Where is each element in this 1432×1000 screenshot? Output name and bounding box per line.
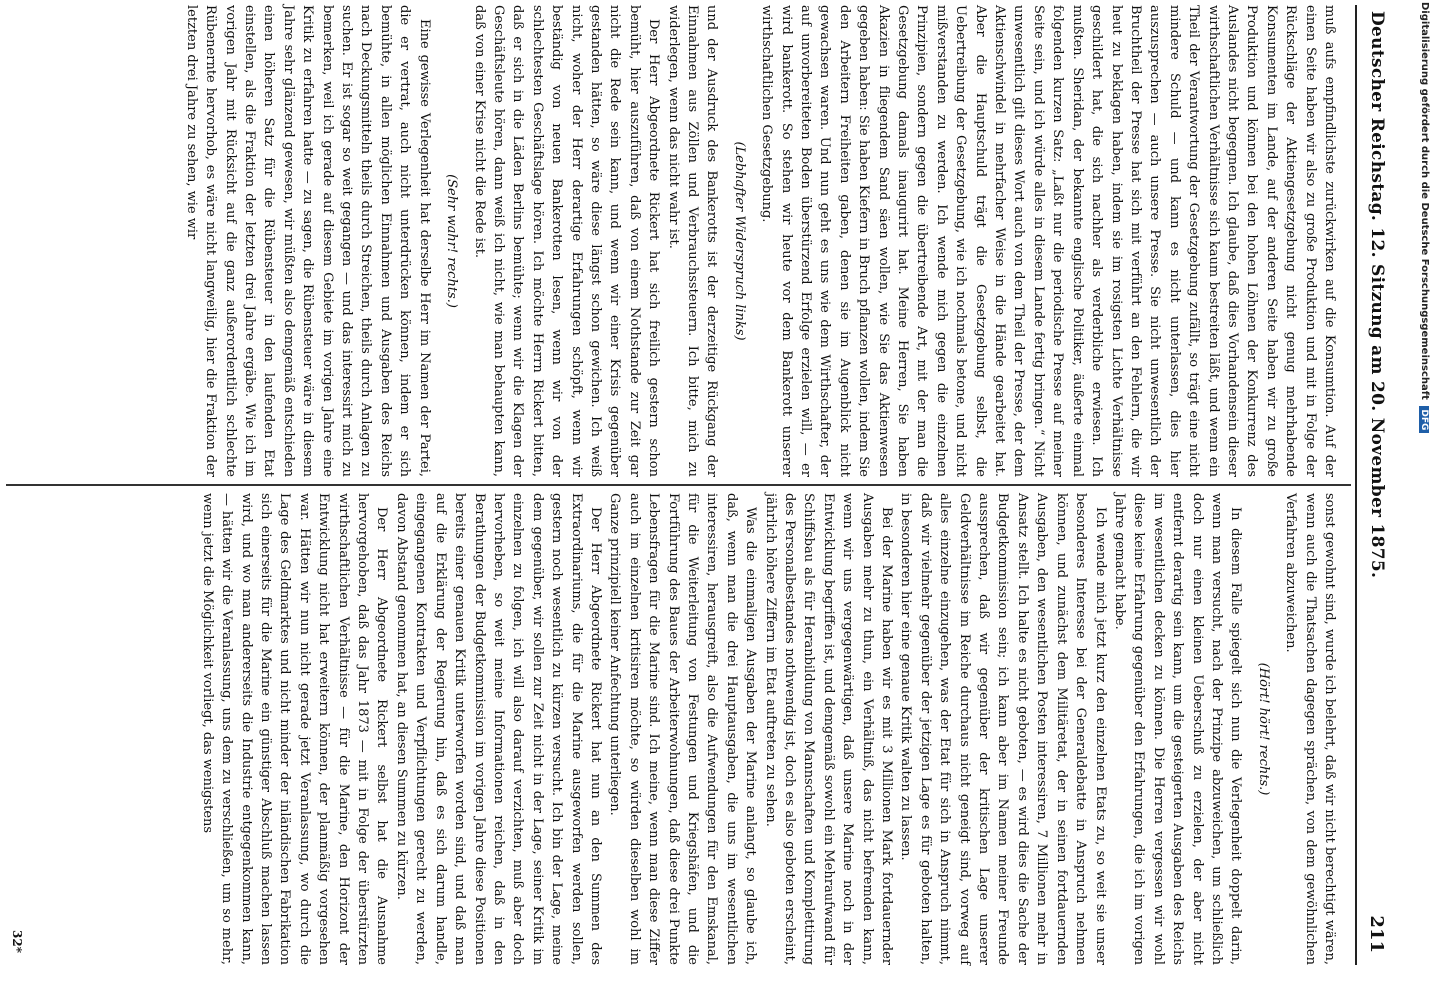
paragraph: Der Herr Abgeordnete Rickert hat nun an den Summen des Extraordinariums, die für die Marine ausgeworfen werden sollen, gestern noch wesentlich zu kürzen versucht. Ich bin der Lage, meine dem gegenüber, wir sollen zur Zeit nicht in der Lage, seiner Kritik im einzelnen zu folgen, ich will also darauf verzichten, muß aber doch hervorheben, so weit meine Informationen reichen, daß in den Berathungen der Budgetkommission im vorigen Jahre diese Positionen bereits einer genauen Kritik unterworfen worden sind, und daß man auf die Erklärung der Regierung hin, daß es sich darum handle, eingegangenen Kontrakten und Verpflichtungen gerecht zu werden, davon Abstand genommen hat, an diesen Summen zu kürzen.: [393, 493, 603, 965]
paragraph: In diesem Falle spiegelt sich nun die Verlegenheit doppelt darin, wenn man versucht, nach der Prinzipe abzuweichen, um schließlich doch nur einen kleinen Ueberschuß zu erzielen, der aber nicht entfernt derartig sein kann, um die gesteigerten Ausgaben des Reichs im wesentlichen decken zu können. Die Herren vergessen wir wohl diese keine Erfahrung gegenüber den Erfahrungen, die ich im vorigen Jahre gemacht habe.: [1111, 493, 1244, 965]
paragraph: Eine gewisse Verlegenheit hat derselbe Herr im Namen der Partei, die er vertrat, auch nicht unterdrücken können, indem er sich bemühte, in allen möglichen Einnahmen und Ausgaben des Reichs nach Deckungsmitteln theils durch Streichen, theils durch Anlagen zu suchen. Er ist sogar so weit gegangen — und das interessirt mich zu bemerken, weil ich gerade auf diesem Gebiete im vorigen Jahre eine Kritik zu erfahren hatte — zu sagen, die Rübensteuer wäre in diesem Jahre sehr glänzend gewesen, wir müßten also demgemäß entschieden einen höheren Satz für die Rübensteuer in den laufenden Etat einstellen, als die Fraktion der letzten drei Jahre ergäbe. Wie ich im vorigen Jahr mit Rücksicht auf die ganz außerordentlich schlechte Rübenernte hervorhob, es wäre nicht langweilig, hier die Fraktion der letzten drei Jahre zu sehen, wie wir: [183, 5, 432, 477]
left-column: [181, 5, 1339, 477]
page-title: Deutscher Reichstag. 12. Sitzung am 20. November 1875.: [1367, 11, 1387, 579]
digitization-note-text: Digitalisierung gefördert durch die Deutsche Forschungsgemeinschaft: [1419, 2, 1430, 400]
header-rule: [1355, 5, 1357, 965]
page-number: 211: [1366, 915, 1387, 953]
interjection: (Hört! hört! rechts.): [1255, 662, 1271, 796]
interjection: (Sehr wahr! rechts.): [444, 174, 460, 308]
paragraph: Ich wende mich jetzt kurz den einzelnen Etats zu, so weit sie unser besonderes Interesse bei der Generaldebatte in Anspruch nehmen können, und zunächst dem Militäretat, der in seinen fortdauernden Ausgaben, den wesentlichen Posten interessiren, 7 Millionen mehr in Ansatz stellt. Ich halte es nicht geboten, — es wird dies die Sache der Budgetkommission sein; ich kann aber im Namen meiner Freunde aussprechen, daß wir gegenüber der kritischen Lage unserer Geldverhältnisse im Reiche durchaus nicht geneigt sind, vorweg auf alles einzelne einzugehen, was der Etat für sich in Anspruch nimmt, daß wir vielmehr gegenüber der jetzigen Lage es für geboten halten, in besonderen hier eine genaue Kritik walten zu lassen.: [898, 493, 1108, 965]
digitization-note: [1419, 2, 1430, 433]
column-divider: [6, 484, 1351, 486]
paragraph: Der Herr Abgeordnete Rickert selbst hat die Ausnahme hervorgehoben, daß das Jahr 1873 — mit in Folge der überstürzten wirthschaftlichen Verhältnisse — für die Marine, den Horizont der Entwicklung nicht hat erweitern können, der planmäßig vorgesehen war. Hätten wir nun nicht gerade jetzt Veranlassung, wo durch die Lage des Geldmarktes und nicht minder der inländischen Fabrikation sich einerseits für die Marine ein günstiger Abschluß machen lassen wird, und wo man andererseits die Industrie entgegenkommen kann, — hätten wir die Veranlassung, uns dem zu verschließen, um so mehr, wenn jetzt die Möglichkeit vorliegt, das wenigstens: [199, 493, 390, 965]
interjection: (Lebhafter Widerspruch links): [731, 141, 747, 341]
paragraph: Der Herr Abgeordnete Rickert hat sich freilich gestern schon bemüht, hier auszuführen, daß von einem Nothstande zur Zeit gar nicht die Rede sein kann, und wenn wir einer Krisis gegenüber gestanden hätten, so wäre diese längst schon gewichen. Ich weiß nicht, woher der Herr derartige Erfahrungen schöpft, wenn wir beständig von neuen Bankerotten lesen, wenn wir von der schlechtesten Geschäftslage hören. Ich möchte Herrn Rickert bitten, daß er sich in die Läden Berlins bemühte; wenn wir die Klagen der Geschäftsleute hören, dann weiß ich nicht, wie man behaupten kann, daß von einer Krise nicht die Rede ist.: [471, 5, 662, 477]
paragraph: Bei der Marine haben wir es mit 3 Millionen Mark fortdauernder Ausgaben mehr zu thun, ein Verhältniß, das nicht befremden kann, wenn wir uns vergegenwärtigen, daß unsere Marine noch in der Entwicklung begriffen ist, und demgemäß sowohl ein Mehraufwand für Schiffsbau als für Heranbildung von Mannschaften und Komplettirung des Personalbestandes nothwendig ist, doch es also geboten erscheint, jährlich höhere Ziffern im Etat auftreten zu sehen.: [762, 493, 895, 965]
dfg-logo: DFG: [1419, 406, 1429, 433]
page-header: [1361, 5, 1391, 965]
signature-mark: 32*: [10, 930, 24, 953]
paragraph: Was die einmaligen Ausgaben der Marine anlangt, so glaube ich, daß, wenn man die drei Hauptausgaben, die uns im wesentlichen interessiren, herausgreift, also die Aufwendungen für den Emskanal, für die Weiterleitung von Festungen und Kriegshäfen, und die Fortführung des Baues der Arbeiterwohnungen, daß diese drei Punkte Lebensfragen für die Marine sind. Ich meine, wenn man diese Ziffer auch im einzelnen kritisiren möchte, so würden dieselben wohl im Ganze prinzipiell keiner Anfechtung unterliegen.: [607, 493, 759, 965]
paragraph: muß aufs empfindlichste zurückwirken auf die Konsumtion. Auf der einen Seite haben wir also zu große Produktion und mit in Folge der Rückschläge der Aktiengesetzgebung nicht genug mehrhabende Konsumenten im Lande, auf der anderen Seite haben wir zu große Produktion und können bei den hohen Löhnen der Konkurrenz des Auslandes nicht begegnen. Ich glaube, daß dies Vorhandensein dieser wirthschaftlichen Verhältnisse sich kaum bestreiten läßt, und wenn ein Theil der Verantwortung der Gesetzgebung zufällt, so trägt eine nicht mindere Schuld — und kann es nicht unterlassen, dies hier auszusprechen — auch unsere Presse. Sie nicht unwesentlich der Bruchtheil der Presse hat sich mit verführt an den Fehlern, die wir heut zu beklagen haben, indem sie im rosigsten Lichte Verhältnisse geschildert hat, die sich nachher als verderbliche erwiesen. Ich mußten. Sheridan, der bekannte englische Politiker, äußerte einmal folgenden kurzen Satz: „Laßt nur die periodische Presse auf meiner Seite sein, und ich würde alles in diesem Lande fertig bringen.“ Nicht unwesentlich gilt dieses Wort auch von dem Theil der Presse, der dem Aktienschwindel in mehrfacher Weise in die Hände gearbeitet hat. Aber die Hauptschuld trägt die Gesetzgebung selbst, die Uebertreibung der Gesetzgebung, wie ich nochmals betone, und nicht mißverstanden zu werden. Ich wende mich gegen die einzelnen Prinzipien, sondern gegen die übertreibende Art, mit der man die Gesetzgebung damals inaugurirt hat. Meine Herren, Sie haben Akazien in fliegendem Sand säen wollen, wie Sie das Aktienwesen gegeben haben: Sie haben Kiefern in Bruch pflanzen wollen, indem Sie den Arbeitern Freiheiten gaben, denen sie im Augenblick nicht gewachsen waren. Und nun geht es uns wie dem Wirthschafter, der auf unvorbereiteten Boden überstürzend Erfolge erzielen will, — er wird bankerott. So stehen wir heute vor dem Bankerott unserer wirthschaftlichen Gesetzgebung.: [759, 5, 1337, 477]
paragraph: sonst gewohnt sind, wurde ich belehrt, daß wir nicht berechtigt wären, wenn auch die Thatsachen dagegen sprächen, von dem gewöhnlichen Verfahren abzuweichen.: [1283, 493, 1337, 965]
right-column: [197, 493, 1339, 965]
rotated-page-content: [4, 5, 1399, 965]
paragraph: und der Ausdruck des Bankerotts ist der derzeitige Rückgang der Einnahmen aus Zöllen und Verbrauchssteuern. Ich bitte, mich zu widerlegen, wenn das nicht wahr ist.: [665, 5, 720, 477]
